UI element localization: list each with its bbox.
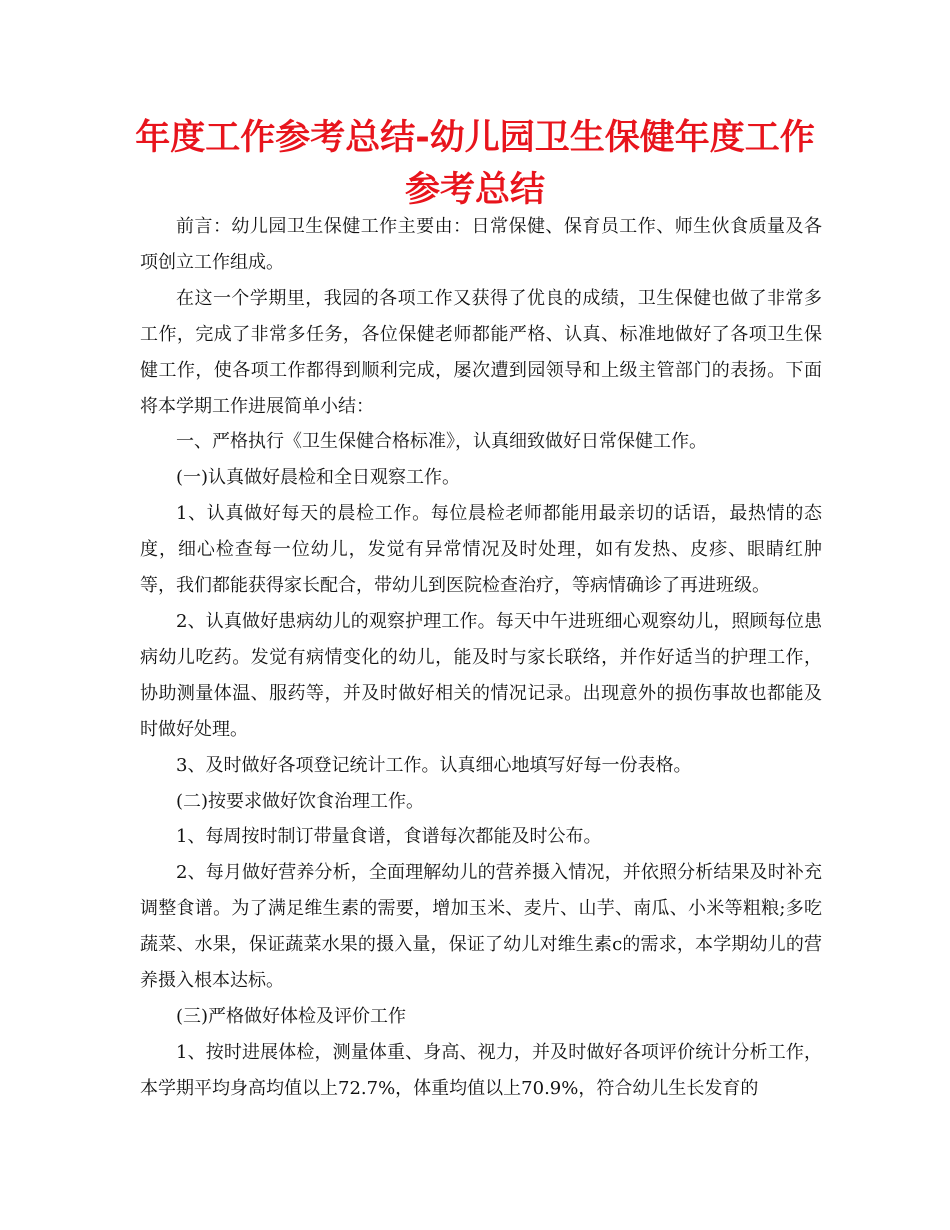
paragraph-item: 1、按时进展体检，测量体重、身高、视力，并及时做好各项评价统计分析工作，本学期平均身高均值以上72.7%，体重均值以上70.9%，符合幼儿生长发育的 <box>140 1041 822 1099</box>
paragraph-intro: 在这一个学期里，我园的各项工作又获得了优良的成绩，卫生保健也做了非常多工作，完成了非常多任务，各位保健老师都能严格、认真、标准地做好了各项卫生保健工作，使各项工作都得到顺利完成，屡次遭到园领导和上级主管部门的表扬。下面将本学期工作进展简单小结： <box>140 287 822 417</box>
document-body <box>140 209 822 1107</box>
paragraph-item: 2、认真做好患病幼儿的观察护理工作。每天中午进班细心观察幼儿，照顾每位患病幼儿吃药。发觉有病情变化的幼儿，能及时与家长联络，并作好适当的护理工作，协助测量体温、服药等，并及时做好相关的情况记录。出现意外的损伤事故也都能及时做好处理。 <box>140 610 822 740</box>
subsection-heading-1: (一)认真做好晨检和全日观察工作。 <box>176 467 461 489</box>
section-heading-1: 一、严格执行《卫生保健合格标准》，认真细致做好日常保健工作。 <box>176 431 707 453</box>
paragraph-item: 2、每月做好营养分析，全面理解幼儿的营养摄入情况，并依照分析结果及时补充调整食谱。为了满足维生素的需要，增加玉米、麦片、山芋、南瓜、小米等粗粮;多吃蔬菜、水果，保证蔬菜水果的摄入量，保证了幼儿对维生素c的需求，本学期幼儿的营养摄入根本达标。 <box>140 862 822 992</box>
paragraph-item: 3、及时做好各项登记统计工作。认真细心地填写好每一份表格。 <box>176 754 692 776</box>
paragraph-item: 1、每周按时制订带量食谱，食谱每次都能及时公布。 <box>176 826 602 848</box>
subsection-heading-3: (三)严格做好体检及评价工作 <box>176 1005 407 1027</box>
paragraph-preface: 前言：幼儿园卫生保健工作主要由：日常保健、保育员工作、师生伙食质量及各项创立工作组成。 <box>140 216 822 273</box>
paragraph-item: 1、认真做好每天的晨检工作。每位晨检老师都能用最亲切的话语，最热情的态度，细心检查每一位幼儿，发觉有异常情况及时处理，如有发热、皮疹、眼睛红肿等，我们都能获得家长配合，带幼儿到医院检查治疗，等病情确诊了再进班级。 <box>140 503 822 597</box>
subsection-heading-2: (二)按要求做好饮食治理工作。 <box>176 790 425 812</box>
document-title: 年度工作参考总结-幼儿园卫生保健年度工作参考总结 <box>135 118 815 210</box>
